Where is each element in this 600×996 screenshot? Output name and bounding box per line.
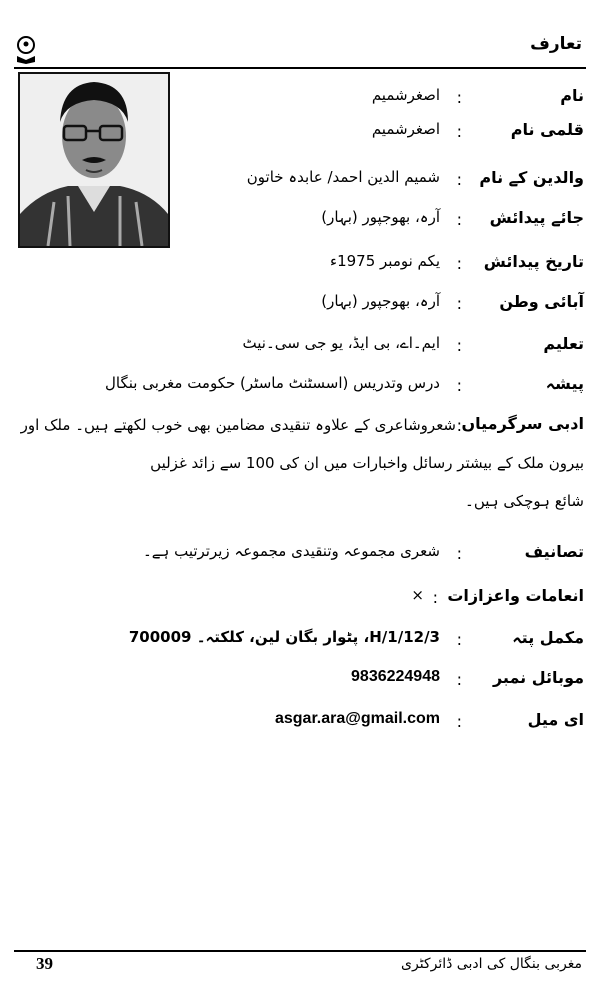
field-birthplace: [144, 208, 584, 240]
book-reader-icon: [14, 36, 38, 64]
colon-separator: :: [456, 294, 462, 313]
page-title: تعارف: [530, 34, 582, 54]
field-label: آبائی وطن: [499, 292, 584, 311]
field-value: ×: [411, 586, 424, 604]
field-value: یکم نومبر 1975ء: [330, 252, 440, 270]
colon-separator: :: [456, 170, 462, 189]
field-address: [16, 628, 584, 660]
colon-separator: :: [456, 376, 462, 395]
field-label: تعلیم: [543, 334, 584, 353]
colon-separator: :: [456, 336, 462, 355]
field-label: تصانیف: [524, 542, 584, 561]
colon-separator: :: [456, 122, 462, 141]
colon-separator: :: [432, 588, 438, 607]
paragraph-line: شائع ہوچکی ہیں۔: [465, 492, 584, 510]
colon-separator: :: [456, 88, 462, 107]
field-value: ایم۔اے، بی ایڈ، یو جی سی۔نیٹ: [242, 334, 440, 352]
field-pen-name: [144, 120, 584, 152]
field-label: انعامات واعزازات: [447, 586, 584, 605]
field-email: [16, 710, 584, 742]
field-value: 9836224948: [351, 668, 440, 685]
field-birthdate: [144, 252, 584, 284]
field-name: [144, 86, 584, 118]
header-divider: [14, 67, 586, 69]
field-value: شعری مجموعہ وتنقیدی مجموعہ زیرترتیب ہے۔: [142, 542, 440, 560]
colon-separator: :: [456, 210, 462, 229]
field-label: تاریخ پیدائش: [483, 252, 584, 271]
field-value: شمیم الدین احمد/ عابدہ خاتون: [246, 168, 440, 186]
field-value: اصغرشمیم: [371, 86, 440, 104]
paragraph-line: بیرون ملک کے بیشتر رسائل واخبارات میں ان کی 100 سے زائد غزلیں: [150, 454, 584, 472]
field-value: اصغرشمیم: [371, 120, 440, 138]
field-value: 12/3/H/1، پٹوار بگان لین، کلکتہ۔ 700009: [128, 628, 440, 646]
field-hometown: [144, 292, 584, 324]
field-awards: [16, 586, 584, 618]
paragraph-line: شعروشاعری کے علاوہ تنقیدی مضامین بھی خوب لکھتے ہیں۔ ملک اور: [20, 416, 456, 434]
page-number: 39: [36, 954, 53, 973]
field-value: asgar.ara@gmail.com: [274, 710, 440, 727]
colon-separator: :: [456, 416, 462, 435]
field-label: قلمی نام: [510, 120, 584, 139]
colon-separator: :: [456, 630, 462, 649]
field-value: آرہ، بھوجپور (بہار): [321, 292, 440, 310]
field-label: نام: [560, 86, 584, 105]
field-label: والدین کے نام: [479, 168, 584, 187]
field-label: پیشہ: [545, 374, 584, 393]
field-profession: [16, 374, 584, 406]
field-mobile: [16, 668, 584, 700]
footer-title: مغربی بنگال کی ادبی ڈائرکٹری: [401, 956, 582, 972]
field-parents: [144, 168, 584, 200]
colon-separator: :: [456, 670, 462, 689]
field-label: موبائل نمبر: [492, 668, 584, 687]
field-works: [16, 542, 584, 574]
colon-separator: :: [456, 544, 462, 563]
field-education: [16, 334, 584, 366]
colon-separator: :: [456, 712, 462, 731]
field-value: درس وتدریس (اسسٹنٹ ماسٹر) حکومت مغربی بنگال: [104, 374, 440, 392]
field-label: مکمل پتہ: [512, 628, 584, 647]
field-value: آرہ، بھوجپور (بہار): [321, 208, 440, 226]
field-label: ای میل: [527, 710, 584, 729]
field-label: جائے پیدائش: [489, 208, 584, 227]
colon-separator: :: [456, 254, 462, 273]
footer-divider: [14, 950, 586, 952]
field-label: ادبی سرگرمیاں: [461, 414, 584, 433]
